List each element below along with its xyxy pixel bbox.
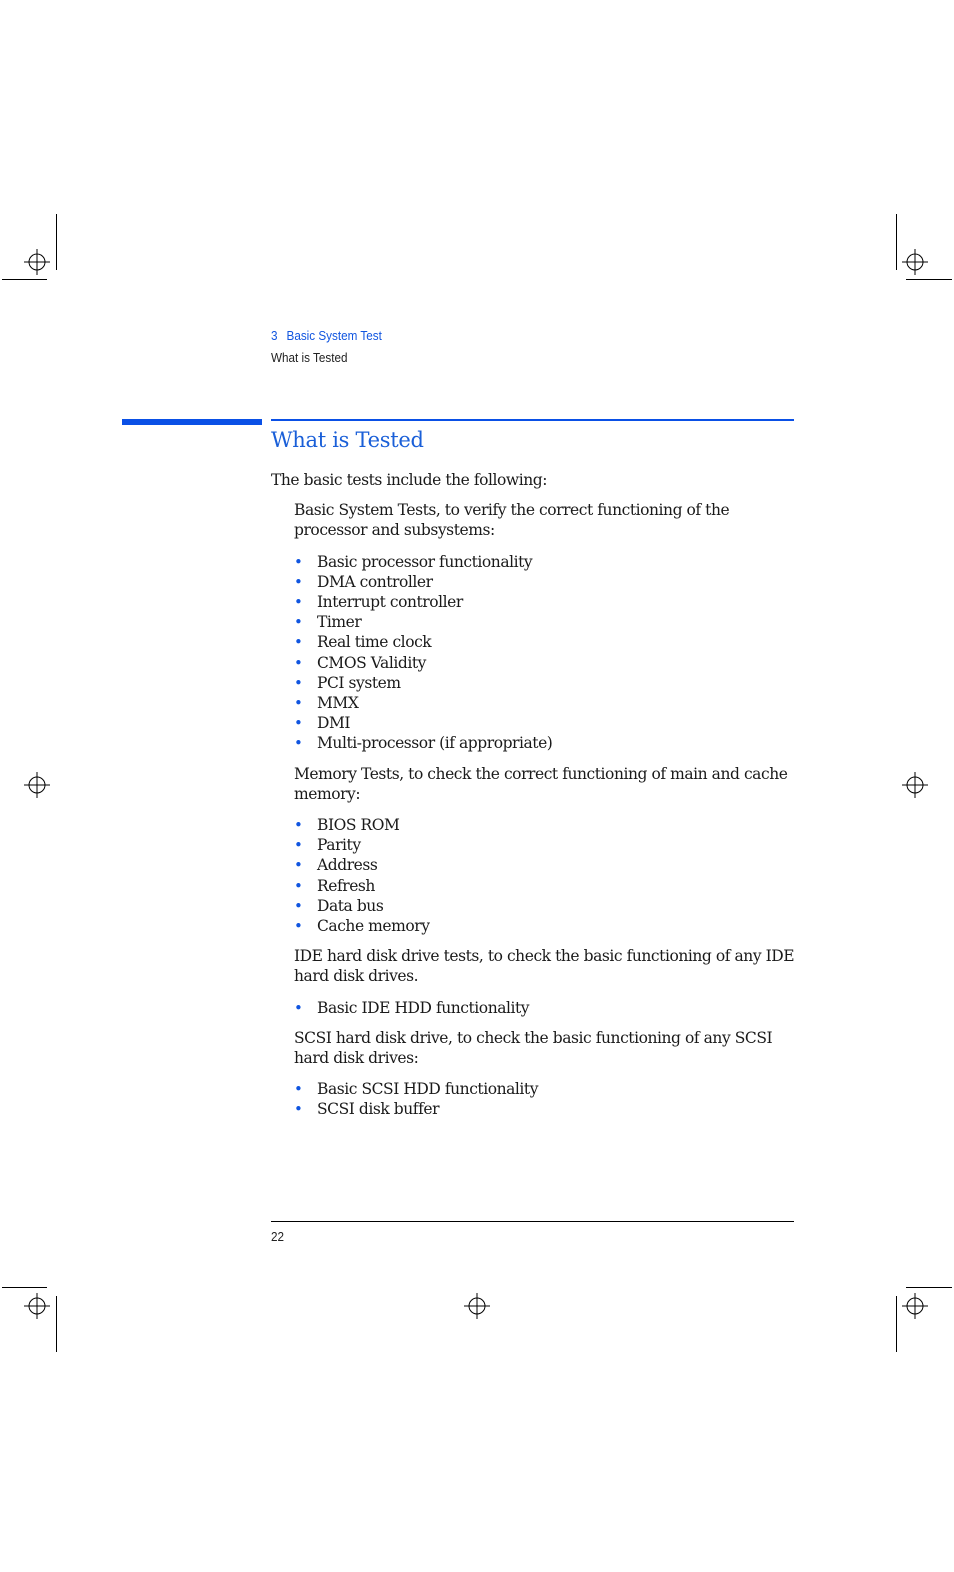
- chapter-number: 3: [271, 328, 278, 343]
- bullet-icon: •: [294, 876, 303, 895]
- bullet-icon: •: [294, 856, 303, 875]
- list-item-text: Address: [317, 856, 378, 875]
- chapter-title: Basic System Test: [286, 328, 382, 343]
- list-item: [294, 876, 796, 896]
- list-item-text: MMX: [317, 694, 359, 713]
- section-title: What is Tested: [271, 428, 424, 452]
- bullet-icon: •: [294, 572, 303, 591]
- bullet-list: [294, 552, 796, 754]
- list-item-text: Cache memory: [317, 917, 430, 936]
- list-item: [294, 612, 796, 632]
- list-item-text: Timer: [317, 613, 362, 632]
- section-rule: [271, 419, 794, 421]
- list-item-text: Refresh: [317, 876, 375, 895]
- bullet-list: [294, 998, 796, 1018]
- list-item-text: BIOS ROM: [317, 816, 400, 835]
- list-item: [294, 835, 796, 855]
- bullet-icon: •: [294, 1080, 303, 1099]
- registration-mark-icon: [902, 1293, 928, 1319]
- bullet-icon: •: [294, 734, 303, 753]
- list-item: [294, 592, 796, 612]
- running-header-section: What is Tested: [271, 350, 348, 365]
- list-item: [294, 572, 796, 592]
- list-item-text: Data bus: [317, 896, 384, 915]
- bullet-icon: •: [294, 836, 303, 855]
- list-item-text: SCSI disk buffer: [317, 1100, 440, 1119]
- bullet-list: [294, 815, 796, 936]
- list-item: [294, 713, 796, 733]
- list-item: [294, 815, 796, 835]
- list-item: [294, 1099, 796, 1119]
- list-item-text: Multi-processor (if appropriate): [317, 734, 553, 753]
- list-item-text: PCI system: [317, 673, 401, 692]
- bullet-icon: •: [294, 998, 303, 1017]
- bullet-icon: •: [294, 673, 303, 692]
- list-item: [294, 733, 796, 753]
- registration-mark-icon: [902, 249, 928, 275]
- group-description: Basic System Tests, to verify the correct functioning of the processor and subsystems:: [294, 501, 730, 540]
- list-item-text: Real time clock: [317, 633, 432, 652]
- intro-paragraph: The basic tests include the following:: [271, 471, 548, 489]
- group-description: SCSI hard disk drive, to check the basic functioning of any SCSI hard disk drives:: [294, 1028, 773, 1068]
- list-item-text: Basic IDE HDD functionality: [317, 998, 530, 1017]
- list-item: [294, 693, 796, 713]
- bullet-icon: •: [294, 653, 303, 672]
- list-item: [294, 673, 796, 693]
- bullet-icon: •: [294, 552, 303, 571]
- list-item-text: CMOS Validity: [317, 653, 426, 672]
- group-description: IDE hard disk drive tests, to check the basic functioning of any IDE hard disk drives.: [294, 947, 795, 986]
- bullet-icon: •: [294, 917, 303, 936]
- list-item-text: Interrupt controller: [317, 593, 463, 612]
- list-item-text: Basic processor functionality: [317, 552, 533, 571]
- bullet-list: [294, 1079, 796, 1119]
- bullet-icon: •: [294, 593, 303, 612]
- registration-mark-icon: [24, 249, 50, 275]
- list-item: [294, 653, 796, 673]
- bullet-icon: •: [294, 1100, 303, 1119]
- list-item-text: Parity: [317, 836, 361, 855]
- list-item: [294, 1079, 796, 1099]
- registration-mark-icon: [902, 772, 928, 798]
- bullet-icon: •: [294, 613, 303, 632]
- bullet-icon: •: [294, 633, 303, 652]
- list-item: [294, 632, 796, 652]
- section-accent-bar: [122, 419, 262, 425]
- list-item: [294, 896, 796, 916]
- registration-mark-icon: [464, 1293, 490, 1319]
- list-item: [294, 916, 796, 936]
- list-item-text: DMA controller: [317, 572, 433, 591]
- list-item-text: Basic SCSI HDD functionality: [317, 1080, 539, 1099]
- group-description: Memory Tests, to check the correct functioning of main and cache memory:: [294, 764, 788, 803]
- footer-rule: [271, 1221, 794, 1222]
- running-header-chapter: [271, 328, 382, 343]
- section-body: [271, 470, 796, 1130]
- bullet-icon: •: [294, 816, 303, 835]
- list-item: [294, 552, 796, 572]
- list-item: [294, 855, 796, 875]
- bullet-icon: •: [294, 896, 303, 915]
- bullet-icon: •: [294, 714, 303, 733]
- list-item: [294, 998, 796, 1018]
- page-number: 22: [271, 1229, 285, 1244]
- bullet-icon: •: [294, 694, 303, 713]
- registration-mark-icon: [24, 772, 50, 798]
- list-item-text: DMI: [317, 714, 351, 733]
- registration-mark-icon: [24, 1293, 50, 1319]
